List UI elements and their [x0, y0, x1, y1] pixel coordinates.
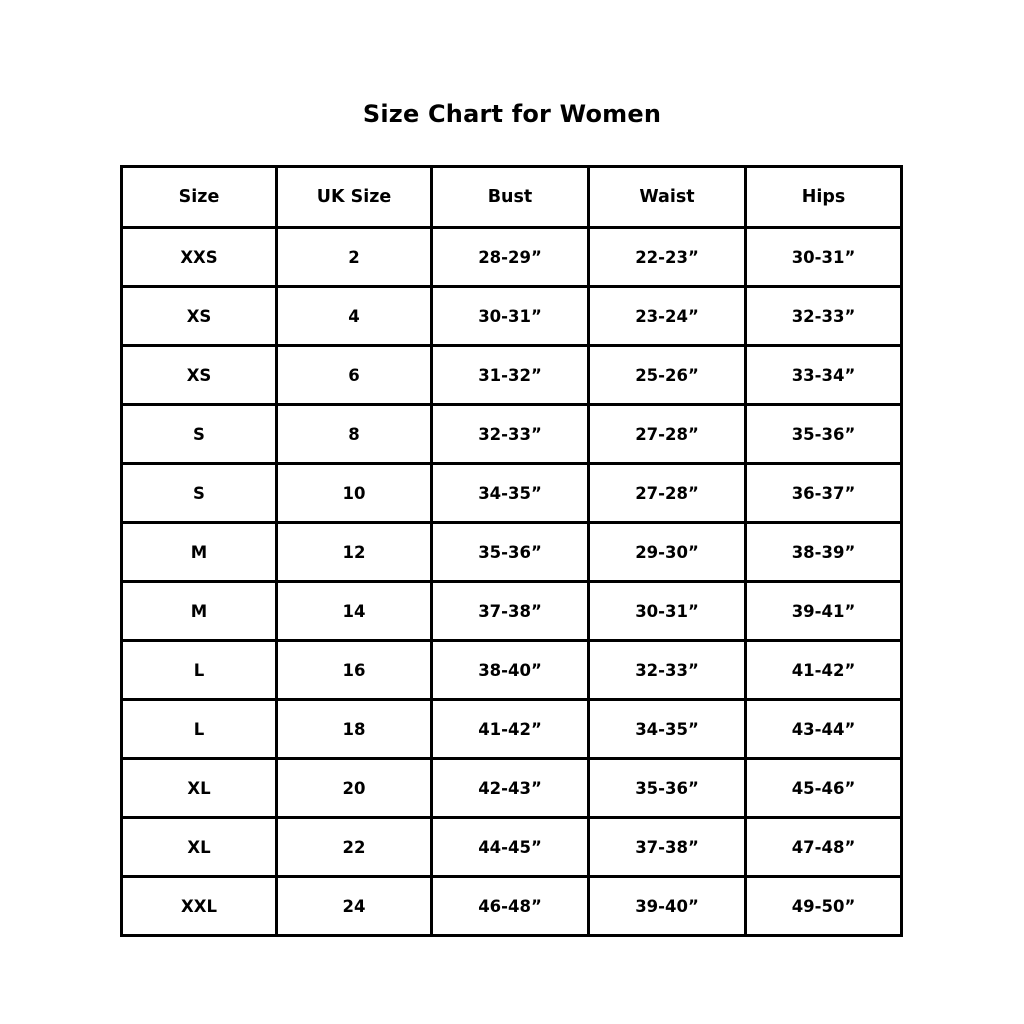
- cell-hips: 49-50”: [746, 877, 902, 936]
- column-header-uk-size: UK Size: [277, 167, 432, 228]
- cell-waist: 27-28”: [589, 405, 746, 464]
- cell-bust: 46-48”: [432, 877, 589, 936]
- cell-uk-size: 12: [277, 523, 432, 582]
- table-header: [122, 167, 902, 228]
- cell-size: XL: [122, 818, 277, 877]
- cell-waist: 27-28”: [589, 464, 746, 523]
- page-title: Size Chart for Women: [362, 100, 662, 128]
- cell-size: L: [122, 700, 277, 759]
- cell-bust: 44-45”: [432, 818, 589, 877]
- cell-size: S: [122, 405, 277, 464]
- cell-hips: 39-41”: [746, 582, 902, 641]
- cell-uk-size: 2: [277, 228, 432, 287]
- cell-size: XL: [122, 759, 277, 818]
- cell-waist: 32-33”: [589, 641, 746, 700]
- table-row: [122, 641, 902, 700]
- table-row: [122, 405, 902, 464]
- cell-size: M: [122, 523, 277, 582]
- table-row: [122, 523, 902, 582]
- cell-waist: 37-38”: [589, 818, 746, 877]
- table-row: [122, 759, 902, 818]
- cell-uk-size: 20: [277, 759, 432, 818]
- table-row: [122, 228, 902, 287]
- cell-uk-size: 22: [277, 818, 432, 877]
- cell-bust: 38-40”: [432, 641, 589, 700]
- cell-bust: 37-38”: [432, 582, 589, 641]
- table-row: [122, 818, 902, 877]
- cell-hips: 47-48”: [746, 818, 902, 877]
- cell-hips: 32-33”: [746, 287, 902, 346]
- cell-uk-size: 8: [277, 405, 432, 464]
- size-chart-table: [120, 165, 903, 937]
- column-header-bust: Bust: [432, 167, 589, 228]
- cell-uk-size: 4: [277, 287, 432, 346]
- column-header-waist: Waist: [589, 167, 746, 228]
- cell-hips: 36-37”: [746, 464, 902, 523]
- table-row: [122, 346, 902, 405]
- cell-bust: 34-35”: [432, 464, 589, 523]
- cell-size: XS: [122, 287, 277, 346]
- table-body: [122, 228, 902, 936]
- cell-hips: 38-39”: [746, 523, 902, 582]
- cell-size: XXL: [122, 877, 277, 936]
- table-row: [122, 877, 902, 936]
- cell-waist: 35-36”: [589, 759, 746, 818]
- cell-bust: 41-42”: [432, 700, 589, 759]
- cell-uk-size: 14: [277, 582, 432, 641]
- table-row: [122, 287, 902, 346]
- cell-uk-size: 18: [277, 700, 432, 759]
- cell-size: S: [122, 464, 277, 523]
- cell-uk-size: 16: [277, 641, 432, 700]
- table-row: [122, 700, 902, 759]
- cell-size: XS: [122, 346, 277, 405]
- cell-uk-size: 24: [277, 877, 432, 936]
- cell-hips: 35-36”: [746, 405, 902, 464]
- cell-hips: 30-31”: [746, 228, 902, 287]
- cell-hips: 45-46”: [746, 759, 902, 818]
- cell-bust: 31-32”: [432, 346, 589, 405]
- cell-bust: 35-36”: [432, 523, 589, 582]
- cell-waist: 30-31”: [589, 582, 746, 641]
- cell-waist: 39-40”: [589, 877, 746, 936]
- table-row: [122, 464, 902, 523]
- column-header-size: Size: [122, 167, 277, 228]
- cell-hips: 33-34”: [746, 346, 902, 405]
- cell-size: XXS: [122, 228, 277, 287]
- cell-size: M: [122, 582, 277, 641]
- cell-hips: 41-42”: [746, 641, 902, 700]
- column-header-hips: Hips: [746, 167, 902, 228]
- table-row: [122, 582, 902, 641]
- cell-bust: 30-31”: [432, 287, 589, 346]
- cell-bust: 42-43”: [432, 759, 589, 818]
- size-chart-table-wrapper: [120, 165, 900, 937]
- cell-waist: 29-30”: [589, 523, 746, 582]
- table-header-row: [122, 167, 902, 228]
- cell-uk-size: 10: [277, 464, 432, 523]
- cell-waist: 34-35”: [589, 700, 746, 759]
- cell-waist: 22-23”: [589, 228, 746, 287]
- cell-size: L: [122, 641, 277, 700]
- cell-uk-size: 6: [277, 346, 432, 405]
- cell-waist: 23-24”: [589, 287, 746, 346]
- cell-bust: 32-33”: [432, 405, 589, 464]
- cell-bust: 28-29”: [432, 228, 589, 287]
- cell-waist: 25-26”: [589, 346, 746, 405]
- cell-hips: 43-44”: [746, 700, 902, 759]
